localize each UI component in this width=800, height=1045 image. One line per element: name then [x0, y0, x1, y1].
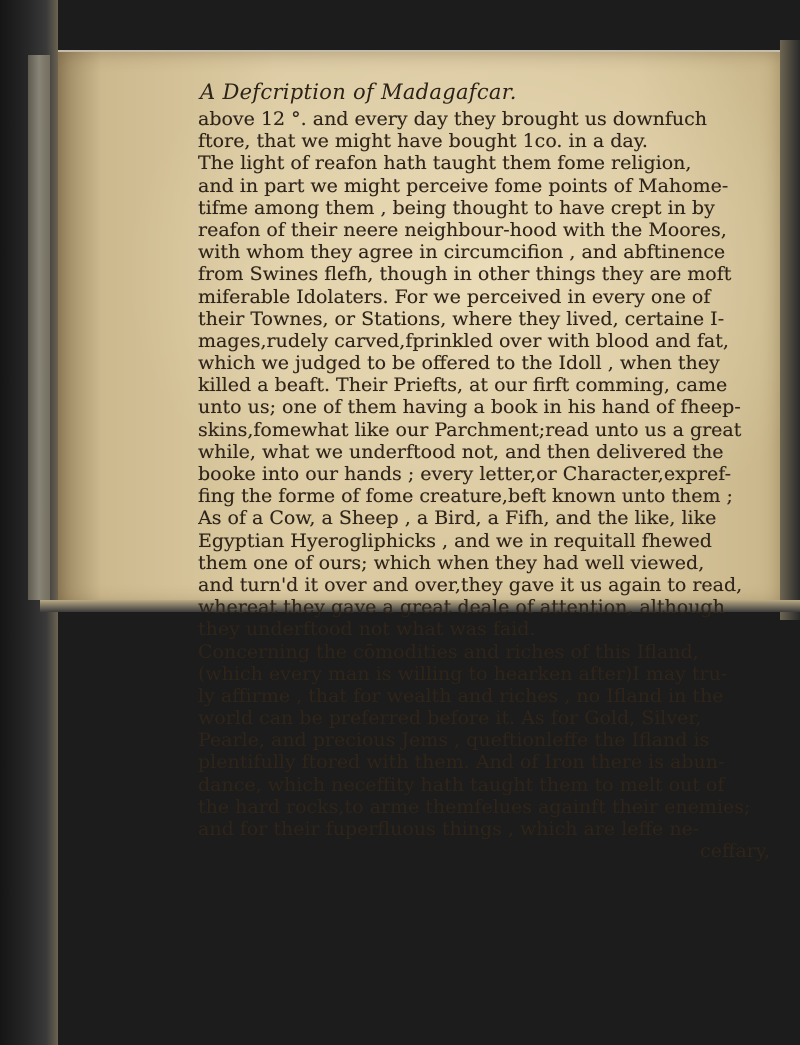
text-line: them one of ours; which when they had well viewed, — [198, 551, 705, 574]
body-text — [198, 108, 778, 862]
text-line: Egyptian Hyerogliphicks , and we in requitall fhewed — [198, 529, 712, 552]
text-line: while, what we underftood not, and then delivered the — [198, 440, 724, 463]
text-line: tifme among them , being thought to have crept in by — [198, 196, 715, 219]
text-line: booke into our hands ; every letter,or Character,expref- — [198, 463, 732, 485]
catchword: ceffary, — [699, 840, 770, 863]
text-line: Concerning the cōmodities and riches of this Ifland, — [198, 640, 699, 663]
text-line: mages,rudely carved,fprinkled over with blood and fat, — [198, 329, 729, 352]
text-line: they underftood not what was faid. — [198, 618, 536, 641]
text-line: reafon of their neere neighbour-hood with the Moores, — [198, 218, 727, 241]
text-line: skins,fomewhat like our Parchment;read unto us a great — [198, 418, 742, 441]
text-line: Pearle, and precious Jems , queftionleffe the Ifland is — [198, 729, 710, 752]
text-line: the hard rocks,to arme themfelues againft their enemies; — [198, 795, 751, 818]
text-line: unto us; one of them having a book in his hand of fheep- — [198, 396, 741, 419]
text-line: and in part we might perceive fome points of Mahome- — [198, 174, 729, 197]
text-line: killed a beaft. Their Priefts, at our firft comming, came — [198, 374, 728, 397]
text-line: plentifully ftored with them. And of Iron there is abun- — [198, 751, 725, 774]
text-line: The light of reafon hath taught them fome religion, — [198, 152, 692, 175]
text-line: ly affirme , that for wealth and riches , no Ifland in the — [198, 684, 724, 707]
text-line: with whom they agree in circumcifion , and abftinence — [198, 241, 726, 264]
text-line: which we judged to be offered to the Idoll , when they — [198, 352, 720, 375]
text-line: miferable Idolaters. For we perceived in every one of — [198, 285, 711, 308]
text-line: and turn'd it over and over,they gave it us again to read, — [198, 573, 743, 596]
text-line: and for their fuperfluous things , which are leffe ne- — [198, 818, 700, 840]
text-line: above 12 °. and every day they brought us downfuch — [198, 108, 708, 130]
page-right-edge — [780, 40, 800, 620]
binding-strip — [28, 55, 50, 600]
text-line: ftore, that we might have bought 1co. in a day. — [198, 130, 648, 153]
text-line: As of a Cow, a Sheep , a Bird, a Fifh, and the like, like — [198, 507, 717, 530]
text-line: their Townes, or Stations, where they lived, certaine I- — [198, 307, 725, 330]
text-line: dance, which neceffity hath taught them to melt out of — [198, 773, 725, 796]
text-line: from Swines flefh, though in other things they are moft — [198, 263, 732, 286]
text-line: world can be preferred before it. As for Gold, Silver, — [198, 707, 702, 730]
text-line: fing the forme of fome creature,beft known unto them ; — [198, 485, 733, 508]
running-head: A Defcription of Madagafcar. — [200, 80, 517, 104]
text-line: (which every man is willing to hearken after)I may tru- — [198, 662, 728, 685]
book-binding — [0, 0, 58, 1045]
text-line: whereat they gave a great deale of attention, although — [198, 596, 725, 619]
